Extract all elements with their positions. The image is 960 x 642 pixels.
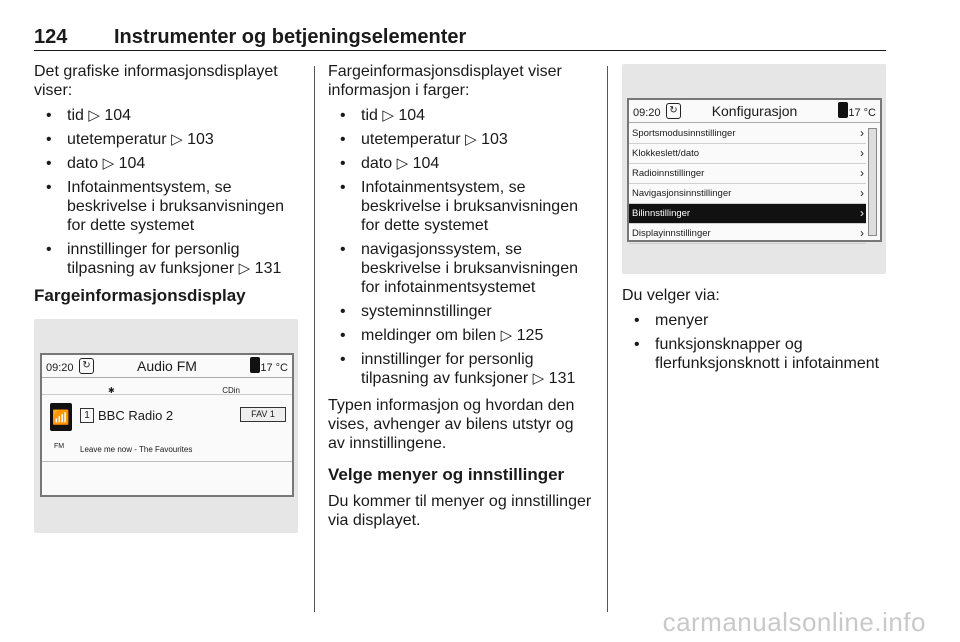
list-item: • innstillinger for personlig tilpasning av funksjoner ▷ 131 [328, 350, 594, 388]
list-item: • meldinger om bilen ▷ 125 [328, 326, 594, 345]
menu-item[interactable]: Radioinnstillinger › [629, 164, 866, 184]
radio-icon: 📶 [50, 403, 72, 431]
audio-display-figure [34, 319, 298, 533]
chevron-right-icon: › [860, 206, 864, 220]
thermometer-icon [838, 102, 848, 118]
list-item: • utetemperatur ▷ 103 [34, 130, 298, 149]
intro-text: Fargeinformasjonsdisplayet viser informasjon i farger: [328, 63, 562, 99]
chevron-right-icon: › [860, 166, 864, 180]
scrollbar[interactable] [868, 128, 877, 236]
section-heading: Fargeinformasjonsdisplay [34, 286, 246, 305]
band-label: FM [54, 443, 65, 450]
body-paragraph: Typen informasjon og hvordan den vises, avhenger av bilens utstyr og av innstillingene. [328, 397, 575, 452]
menu-item[interactable]: Klokkeslett/dato › [629, 144, 866, 164]
column-1 [34, 62, 298, 533]
page-title: Instrumenter og betjeningselementer [114, 26, 467, 48]
list-item: • dato ▷ 104 [34, 154, 298, 173]
list-item: • dato ▷ 104 [328, 154, 594, 173]
chevron-right-icon: › [860, 226, 864, 240]
menu-item[interactable]: Displayinnstillinger › [629, 224, 866, 244]
screen-title: Audio FM [137, 358, 197, 374]
bluetooth-icon: ✱ [108, 386, 115, 395]
body-paragraph: Du kommer til menyer og innstillinger via displayet. [328, 493, 592, 529]
settings-icon: ↻ [666, 103, 681, 119]
list-item: • systeminnstillinger [328, 302, 594, 321]
station-name: BBC Radio 2 [98, 408, 174, 423]
clock-time: 09:20 [633, 107, 661, 119]
cd-in-indicator: CDin [222, 386, 240, 395]
menu-item[interactable]: Navigasjonsinnstillinger › [629, 184, 866, 204]
page-header [34, 26, 886, 51]
intro-text: Du velger via: [622, 287, 720, 304]
list-item: • innstillinger for personlig tilpasning av funksjoner ▷ 131 [34, 240, 298, 278]
radio-panel [42, 395, 292, 462]
list-item: • menyer [622, 311, 886, 330]
settings-menu [629, 124, 866, 244]
column-3 [622, 62, 886, 381]
menu-item-selected[interactable]: Bilinnstillinger › [629, 204, 866, 224]
clock-time: 09:20 [46, 362, 74, 374]
list-item: • Infotainmentsystem, se beskrivelse i bruksanvisningen for dette systemet [34, 178, 298, 235]
status-bar [629, 100, 880, 123]
feature-list [34, 106, 298, 278]
page-number: 124 [34, 26, 68, 48]
thermometer-icon [250, 357, 260, 373]
intro-text: Det grafiske informasjonsdisplayet viser: [34, 63, 278, 99]
menu-item[interactable]: Sportsmodusinnstillinger › [629, 124, 866, 144]
display-screen [40, 353, 294, 497]
column-2 [328, 62, 594, 536]
source-row [42, 380, 292, 395]
list-item: • Infotainmentsystem, se beskrivelse i bruksanvisningen for dette systemet [328, 178, 594, 235]
config-display-figure [622, 64, 886, 274]
list-item: • tid ▷ 104 [328, 106, 594, 125]
selection-list [622, 311, 886, 373]
section-heading: Velge menyer og innstillinger [328, 465, 565, 484]
chevron-right-icon: › [860, 186, 864, 200]
chevron-right-icon: › [860, 126, 864, 140]
feature-list [328, 106, 594, 388]
display-screen [627, 98, 882, 242]
status-bar [42, 355, 292, 378]
preset-number: 1 [80, 408, 94, 423]
outside-temp: 17 °C [260, 362, 288, 374]
list-item: • tid ▷ 104 [34, 106, 298, 125]
favourite-badge: FAV 1 [240, 407, 286, 422]
watermark: carmanualsonline.info [662, 607, 926, 637]
settings-icon: ↻ [79, 358, 94, 374]
list-item: • funksjonsknapper og flerfunksjonsknott i infotainment [622, 335, 886, 373]
list-item: • navigasjonssystem, se beskrivelse i bruksanvisningen for infotainmentsystemet [328, 240, 594, 297]
column-divider [607, 66, 608, 612]
now-playing: Leave me now - The Favourites [80, 445, 193, 454]
column-divider [314, 66, 315, 612]
screen-title: Konfigurasjon [711, 103, 798, 119]
chevron-right-icon: › [860, 146, 864, 160]
list-item: • utetemperatur ▷ 103 [328, 130, 594, 149]
outside-temp: 17 °C [848, 107, 876, 119]
